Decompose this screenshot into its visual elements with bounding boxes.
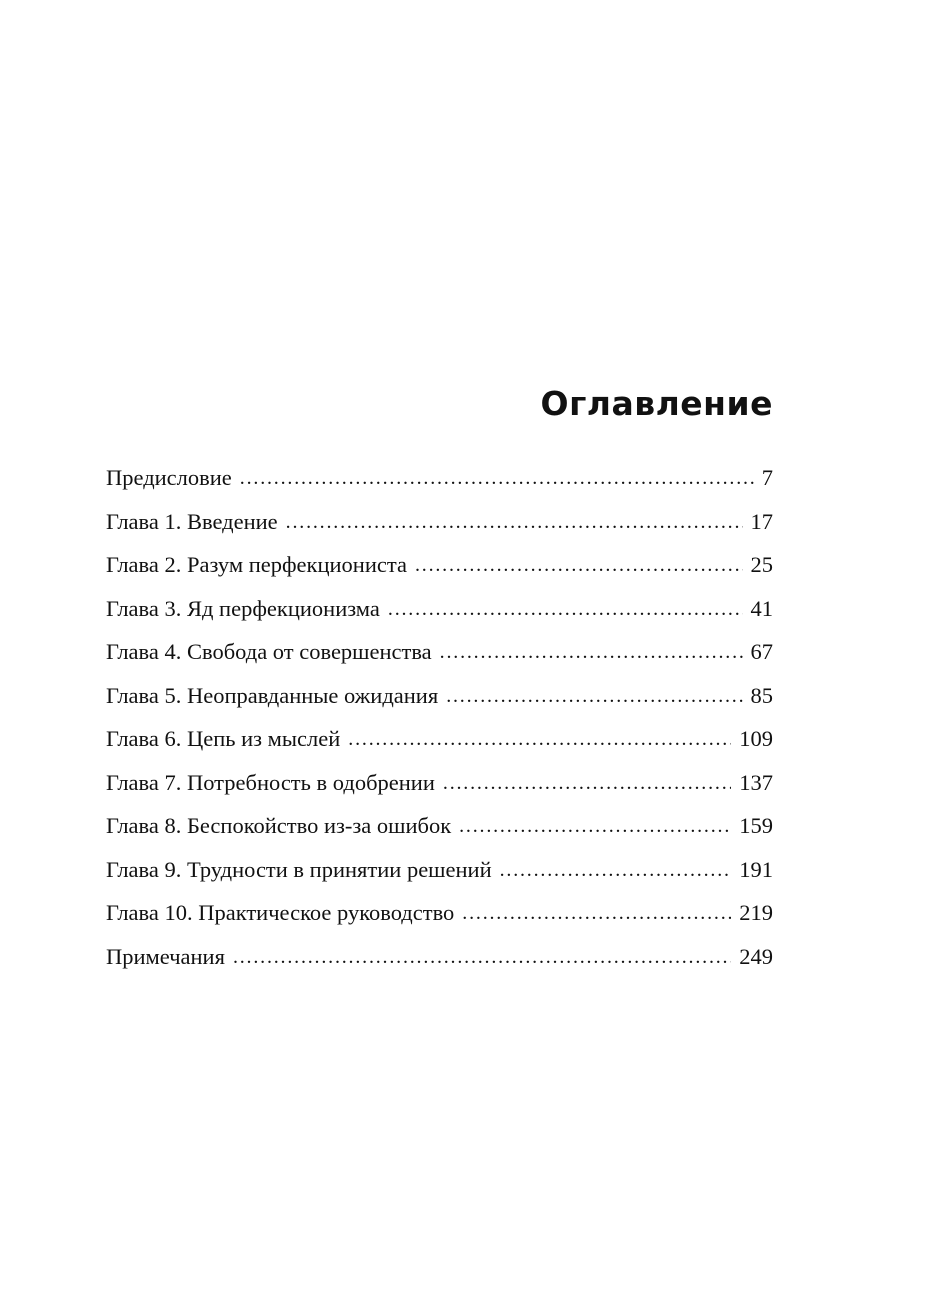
- toc-entry-chapter-3[interactable]: [106, 587, 773, 631]
- toc-entry-title: Глава 7. Потребность в одобрении: [106, 769, 435, 795]
- toc-entry-title: Глава 2. Разум перфекциониста: [106, 552, 407, 577]
- toc-entry-chapter-7[interactable]: [106, 761, 773, 805]
- dot-leader: [286, 501, 743, 545]
- toc-entry-page-number: 85: [750, 682, 773, 708]
- toc-entry-page-number: 41: [750, 595, 773, 621]
- toc-entry-chapter-10[interactable]: [106, 891, 773, 935]
- toc-entry-chapter-4[interactable]: [106, 630, 773, 674]
- toc-entry-notes[interactable]: [106, 935, 773, 979]
- toc-entry-chapter-9[interactable]: [106, 848, 773, 892]
- toc-entry-title: Глава 4. Свобода от совершенства: [106, 639, 432, 664]
- table-of-contents: [106, 380, 773, 978]
- toc-entry-chapter-6[interactable]: [106, 717, 773, 761]
- toc-entry-page-number: 67: [750, 639, 773, 664]
- toc-entry-title: Предисловие: [106, 465, 232, 490]
- toc-entry-page-number: 25: [750, 552, 773, 577]
- dot-leader: [348, 718, 731, 762]
- toc-entry-chapter-1[interactable]: [106, 500, 773, 544]
- toc-entry-page-number: 191: [739, 856, 773, 882]
- dot-leader: [443, 762, 731, 806]
- toc-entry-preface[interactable]: [106, 456, 773, 500]
- toc-entry-page-number: 109: [739, 726, 773, 751]
- toc-entry-page-number: 249: [739, 943, 773, 969]
- toc-list: [106, 456, 773, 978]
- dot-leader: [459, 805, 731, 849]
- dot-leader: [462, 892, 731, 936]
- dot-leader: [446, 675, 742, 719]
- toc-entry-title: Глава 3. Яд перфекционизма: [106, 595, 380, 621]
- toc-entry-title: Глава 9. Трудности в принятии решений: [106, 856, 492, 882]
- toc-entry-chapter-2[interactable]: [106, 543, 773, 587]
- toc-entry-title: Глава 6. Цепь из мыслей: [106, 726, 341, 751]
- toc-entry-page-number: 7: [761, 465, 773, 490]
- toc-entry-page-number: 17: [750, 508, 773, 534]
- toc-entry-page-number: 137: [739, 769, 773, 795]
- toc-entry-title: Глава 1. Введение: [106, 508, 278, 534]
- toc-entry-title: Глава 10. Практическое руководство: [106, 900, 455, 925]
- toc-entry-page-number: 159: [739, 813, 773, 838]
- dot-leader: [233, 936, 731, 980]
- toc-entry-title: Глава 8. Беспокойство из-за ошибок: [106, 813, 452, 838]
- dot-leader: [500, 849, 732, 893]
- toc-entry-chapter-8[interactable]: [106, 804, 773, 848]
- dot-leader: [440, 631, 743, 675]
- toc-entry-page-number: 219: [739, 900, 773, 925]
- dot-leader: [240, 457, 754, 501]
- toc-entry-chapter-5[interactable]: [106, 674, 773, 718]
- toc-entry-title: Глава 5. Неоправданные ожидания: [106, 682, 439, 708]
- toc-entry-title: Примечания: [106, 943, 225, 969]
- dot-leader: [415, 544, 743, 588]
- page-title: Оглавление: [540, 384, 773, 423]
- dot-leader: [388, 588, 743, 632]
